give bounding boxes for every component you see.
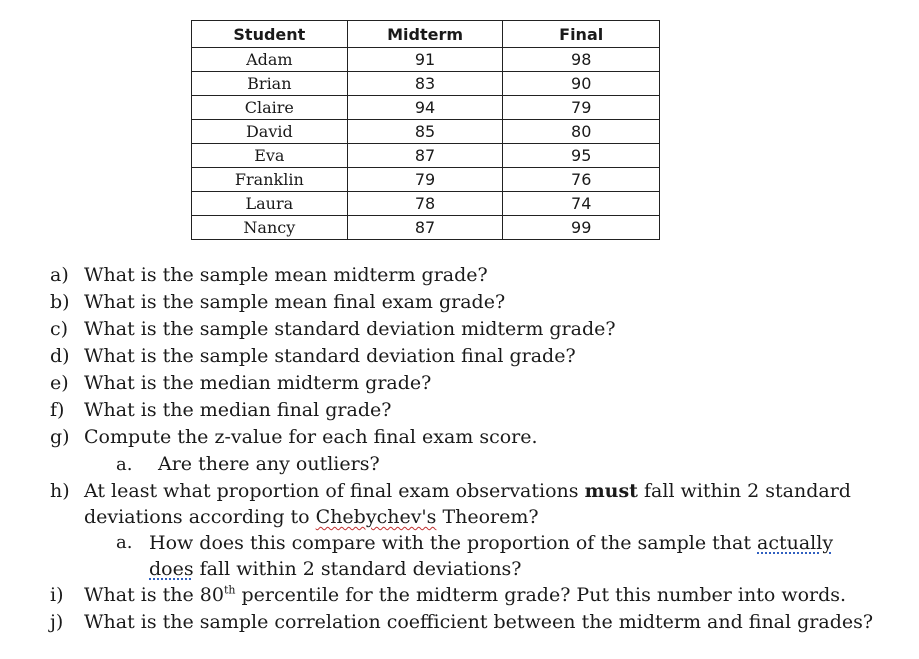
midterm-score: 83: [347, 72, 503, 96]
question-label: e): [50, 372, 69, 394]
header-final: Final: [503, 21, 660, 48]
question-label: g): [50, 426, 70, 448]
question-text-part: fall within 2 standard deviations according to: [84, 480, 851, 528]
question-list: [50, 262, 910, 636]
midterm-score: 91: [347, 48, 503, 72]
student-name: David: [192, 120, 348, 144]
midterm-score: 87: [347, 216, 503, 240]
table-row: [192, 144, 660, 168]
question-h: [50, 478, 910, 530]
table-row: [192, 72, 660, 96]
spellcheck-word: Chebychev's: [315, 506, 437, 528]
question-text: What is the sample standard deviation final grade?: [84, 345, 576, 367]
grades-table: [191, 20, 660, 240]
sub-question-text-part: fall within 2 standard deviations?: [193, 558, 522, 580]
question-text: What is the sample correlation coefficient between the midterm and final grades?: [84, 611, 874, 633]
question-label: d): [50, 345, 70, 367]
question-d: [50, 343, 910, 370]
question-g: [50, 424, 910, 451]
final-score: 79: [503, 96, 660, 120]
question-label: j): [50, 611, 64, 633]
ordinal-suffix: th: [223, 583, 236, 597]
table-row: [192, 192, 660, 216]
question-label: h): [50, 480, 70, 502]
final-score: 98: [503, 48, 660, 72]
sub-question-text: Are there any outliers?: [158, 453, 380, 475]
final-score: 95: [503, 144, 660, 168]
question-h-sub-a: [50, 530, 910, 582]
final-score: 99: [503, 216, 660, 240]
question-text-part: Theorem?: [436, 506, 539, 528]
student-name: Nancy: [192, 216, 348, 240]
question-c: [50, 316, 910, 343]
question-f: [50, 397, 910, 424]
question-text: Compute the z-value for each final exam score.: [84, 426, 538, 448]
sub-question-label: a.: [116, 454, 133, 475]
question-label: f): [50, 399, 65, 421]
question-b: [50, 289, 910, 316]
question-text: What is the sample mean final exam grade?: [84, 291, 506, 313]
grammar-flagged-word: actually: [757, 532, 834, 554]
final-score: 76: [503, 168, 660, 192]
final-score: 74: [503, 192, 660, 216]
question-text-bold: must: [584, 480, 638, 502]
question-label: b): [50, 291, 70, 313]
student-name: Claire: [192, 96, 348, 120]
question-text: What is the sample standard deviation midterm grade?: [84, 318, 616, 340]
question-text: What is the median final grade?: [84, 399, 392, 421]
student-name: Laura: [192, 192, 348, 216]
student-name: Brian: [192, 72, 348, 96]
header-midterm: Midterm: [347, 21, 503, 48]
midterm-score: 87: [347, 144, 503, 168]
question-j: [50, 609, 910, 636]
question-i: [50, 582, 910, 609]
sub-question-text-part: How does this compare with the proportion of the sample that: [149, 532, 757, 554]
question-text-part: percentile for the midterm grade? Put this number into words.: [235, 584, 847, 606]
table-row: [192, 216, 660, 240]
midterm-score: 79: [347, 168, 503, 192]
question-label: i): [50, 584, 64, 606]
table-row: [192, 120, 660, 144]
table-row: [192, 48, 660, 72]
midterm-score: 85: [347, 120, 503, 144]
sub-question-label: a.: [116, 532, 133, 553]
final-score: 90: [503, 72, 660, 96]
grammar-flagged-word: does: [149, 558, 194, 580]
question-text-part: What is the 80: [84, 584, 224, 606]
header-student: Student: [192, 21, 348, 48]
question-e: [50, 370, 910, 397]
table-row: [192, 96, 660, 120]
question-text: What is the sample mean midterm grade?: [84, 264, 488, 286]
question-label: a): [50, 264, 69, 286]
question-text: What is the median midterm grade?: [84, 372, 432, 394]
question-g-sub-a: [50, 451, 910, 478]
midterm-score: 94: [347, 96, 503, 120]
table-row: [192, 168, 660, 192]
student-name: Franklin: [192, 168, 348, 192]
final-score: 80: [503, 120, 660, 144]
midterm-score: 78: [347, 192, 503, 216]
table-header-row: [192, 21, 660, 48]
question-text-part: At least what proportion of final exam observations: [84, 480, 585, 502]
question-label: c): [50, 318, 69, 340]
student-name: Adam: [192, 48, 348, 72]
student-name: Eva: [192, 144, 348, 168]
question-a: [50, 262, 910, 289]
